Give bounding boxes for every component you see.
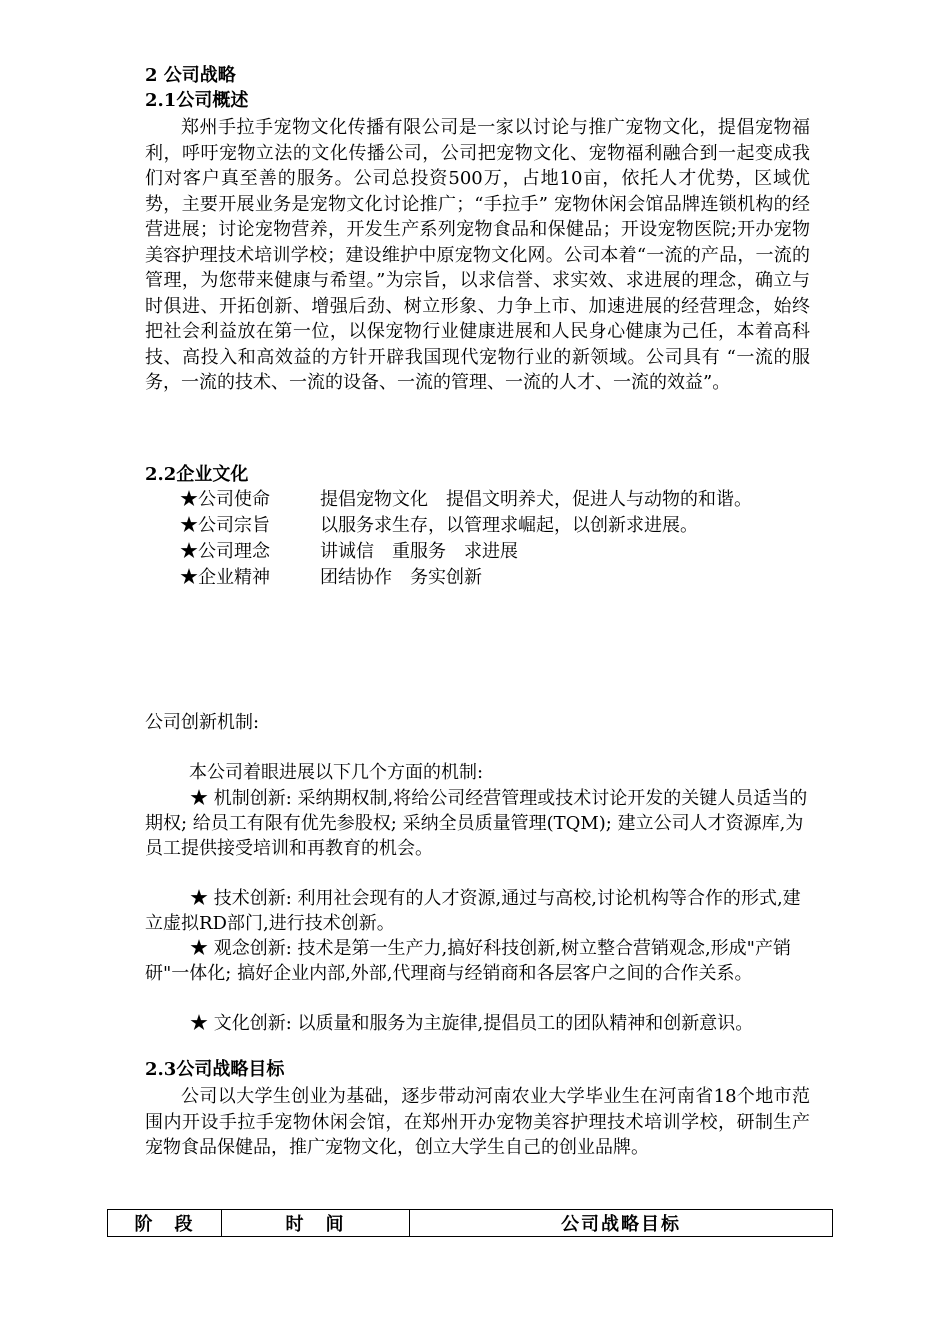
column-header-goal: 公司战略目标 <box>410 1210 833 1237</box>
mechanism-item: ★ 文化创新: 以质量和服务为主旋律,提倡员工的团队精神和创新意识。 <box>190 1013 754 1034</box>
culture-label: ★公司宗旨 <box>180 515 270 536</box>
culture-text: 提倡宠物文化 提倡文明养犬，促进人与动物的和谐。 <box>320 489 752 510</box>
section-2-2-title: 2.2企业文化 <box>145 464 249 485</box>
culture-label: ★公司使命 <box>180 489 270 510</box>
section-2-3-body: 公司以大学生创业为基础，逐步带动河南农业大学毕业生在河南省18个地市范围内开设手拉手宠物休闲会馆，在郑州开办宠物美容护理技术培训学校，研制生产宠物食品保健品，推广宠物文化，创立大学生自己的创业品牌。 <box>145 1086 810 1158</box>
section-2-3-title: 2.3公司战略目标 <box>145 1059 285 1080</box>
culture-item-purpose <box>180 513 698 539</box>
section-2-1-body: 郑州手拉手宠物文化传播有限公司是一家以讨论与推广宠物文化，提倡宠物福利，呼吁宠物立法的文化传播公司，公司把宠物文化、宠物福利融合到一起变成我们对客户真至善的服务。公司总投资500万，占地10亩，依托人才优势，区域优势，主要开展业务是宠物文化讨论推广；“手拉手” 宠物休闲会馆品牌连锁机构的经营进展；讨论宠物营养，开发生产系列宠物食品和保健品；开设宠物医院;开办宠物美容护理技术培训学校；建设维护中原宠物文化网。公司本着“一流的产品，一流的管理，为您带来健康与希望。”为宗旨，以求信誉、求实效、求进展的理念，确立与时俱进、开拓创新、增强后劲、树立形象、力争上市、加速进展的经营理念，始终把社会利益放在第一位，以保宠物行业健康进展和人民身心健康为己任，本着高科技、高投入和高效益的方针开辟我国现代宠物行业的新领域。公司具有 “一流的服务，一流的技术、一流的设备、一流的管理、一流的人才、一流的效益”。 <box>145 117 810 393</box>
table-header-row <box>108 1210 833 1237</box>
innovation-intro: 本公司着眼进展以下几个方面的机制: <box>189 762 484 783</box>
strategy-goal-table <box>107 1209 833 1237</box>
culture-text: 讲诚信 重服务 求进展 <box>320 541 518 562</box>
culture-label: ★企业精神 <box>180 567 270 588</box>
mechanism-item: ★ 技术创新: 利用社会现有的人才资源,通过与高校,讨论机构等合作的形式,建立虚拟RD部门,进行技术创新。 <box>145 888 801 934</box>
column-header-stage: 阶 段 <box>108 1210 222 1237</box>
culture-text: 以服务求生存，以管理求崛起，以创新求进展。 <box>320 515 698 536</box>
mechanism-item: ★ 观念创新: 技术是第一生产力,搞好科技创新,树立整合营销观念,形成"产销研"一体化; 搞好企业内部,外部,代理商与经销商和各层客户之间的合作关系。 <box>145 938 791 984</box>
culture-item-philosophy <box>180 539 518 565</box>
section-2-1-title: 2.1公司概述 <box>145 90 249 111</box>
culture-item-mission <box>180 487 752 513</box>
column-header-time: 时 间 <box>222 1210 410 1237</box>
culture-text: 团结协作 务实创新 <box>320 567 482 588</box>
innovation-title: 公司创新机制: <box>145 712 260 733</box>
chapter-title: 2 公司战略 <box>145 65 236 86</box>
mechanism-item: ★ 机制创新: 采纳期权制,将给公司经营管理或技术讨论开发的关键人员适当的期权; 给员工有限有优先参股权; 采纳全员质量管理(TQM); 建立公司人才资源库,为员工提供接受培训和再教育的机会。 <box>145 788 808 859</box>
culture-item-spirit <box>180 565 482 591</box>
culture-label: ★公司理念 <box>180 541 270 562</box>
